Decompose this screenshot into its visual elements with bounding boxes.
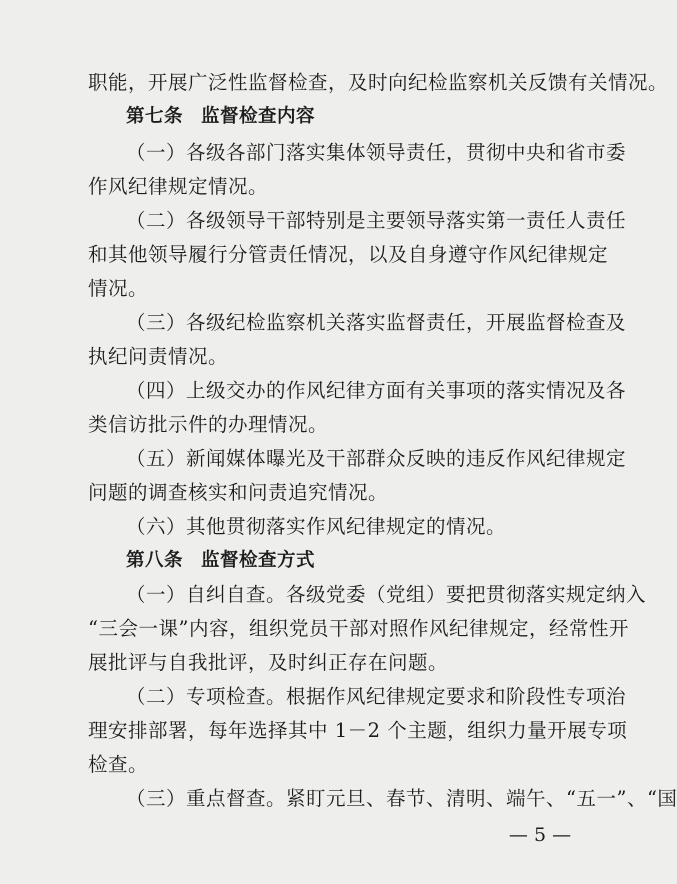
paragraph-line: （二）各级领导干部特别是主要领导落实第一责任人责任 (126, 209, 627, 232)
paragraph-line: “三会一课”内容，组织党员干部对照作风纪律规定，经常性开 (88, 617, 629, 640)
paragraph-line: 检查。 (88, 753, 149, 776)
paragraph-line: 情况。 (88, 277, 149, 300)
paragraph-line: 作风纪律规定情况。 (88, 175, 269, 198)
article-7-number: 第七条 (126, 106, 184, 127)
article-8-title: 监督检查方式 (201, 550, 316, 571)
paragraph-line: 类信访批示件的办理情况。 (88, 413, 329, 436)
paragraph-line: 问题的调查核实和问责追究情况。 (88, 481, 389, 504)
paragraph-line: （六）其他贯彻落实作风纪律规定的情况。 (126, 515, 507, 538)
article-7-heading (126, 104, 315, 130)
paragraph-line: 理安排部署，每年选择其中 1－2 个主题，组织力量开展专项 (88, 719, 628, 742)
paragraph-line: （五）新闻媒体曝光及干部群众反映的违反作风纪律规定 (126, 447, 627, 470)
article-7-title: 监督检查内容 (201, 106, 316, 127)
paragraph-line: （一）各级各部门落实集体领导责任，贯彻中央和省市委 (126, 141, 627, 164)
paragraph-line: （一）自纠自查。各级党委（党组）要把贯彻落实规定纳入 (126, 583, 647, 606)
paragraph-line: （三）重点督查。紧盯元旦、春节、清明、端午、“五一”、“国 (126, 787, 677, 810)
paragraph-line: 职能，开展广泛性监督检查，及时向纪检监察机关反馈有关情况。 (88, 71, 669, 94)
paragraph-line: （四）上级交办的作风纪律方面有关事项的落实情况及各 (126, 379, 627, 402)
article-8-number: 第八条 (126, 550, 184, 571)
paragraph-line: （二）专项检查。根据作风纪律规定要求和阶段性专项治 (126, 685, 627, 708)
paragraph-line: 和其他领导履行分管责任情况，以及自身遵守作风纪律规定 (88, 243, 609, 266)
article-8-heading (126, 548, 315, 574)
paragraph-line: 执纪问责情况。 (88, 345, 229, 368)
paragraph-line: 展批评与自我批评，及时纠正存在问题。 (88, 651, 449, 674)
paragraph-line: （三）各级纪检监察机关落实监督责任，开展监督检查及 (126, 311, 627, 334)
page-number: — 5 — (508, 824, 572, 846)
